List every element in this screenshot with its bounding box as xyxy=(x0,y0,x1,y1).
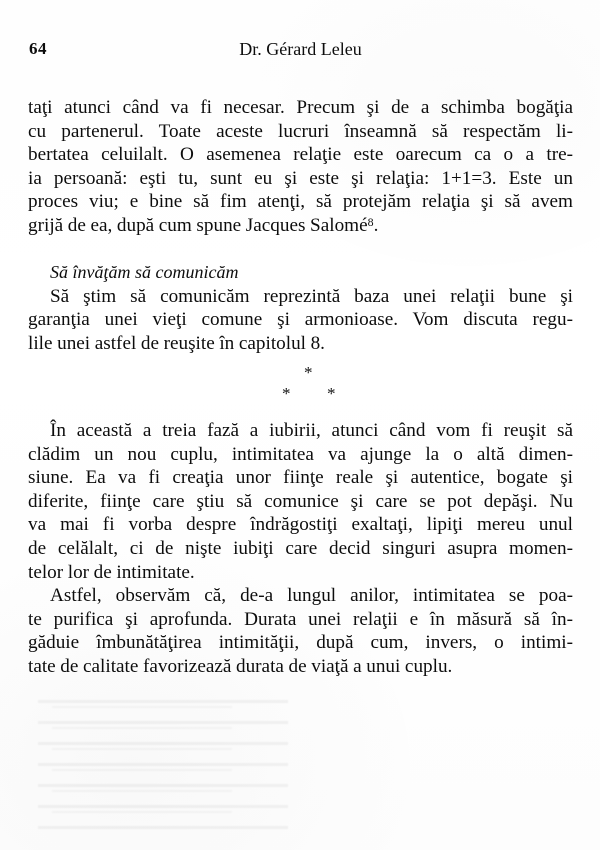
text-line xyxy=(28,285,573,309)
text-line: lile unei astfel de reuşite în capitolul 8. xyxy=(28,332,325,354)
text-line: clădim un nou cuplu, intimitatea va ajunge la o altă dimen- xyxy=(28,443,573,465)
body-text xyxy=(28,96,573,356)
text-line: ia persoană: eşti tu, sunt eu şi este şi relaţia: 1+1=3. Este un xyxy=(28,167,573,189)
text-line: garanţia unei vieţi comune şi armonioase. Vom discuta regu- xyxy=(28,309,573,331)
text-line: te purifica şi aprofunda. Durata unei relaţii e în măsură să în- xyxy=(28,608,573,630)
text-line: telor lor de intimitate. xyxy=(28,561,195,583)
text-line: diferite, fiinţe care ştiu să comunice şi care se pot depăşi. Nu xyxy=(28,490,573,512)
text-line: de celălalt, ci de nişte iubiţi care decid singuri asupra momen- xyxy=(28,537,573,559)
text-line: bertatea celuilalt. O asemenea relaţie este oarecum ca o a tre- xyxy=(28,144,573,166)
paragraph-continued xyxy=(28,96,573,238)
page-content-block xyxy=(28,0,573,850)
text-line-with-footnote xyxy=(28,214,573,238)
asterisk-icon: * xyxy=(282,384,291,403)
paragraph-intimacy-duration xyxy=(28,584,573,678)
text-line: siune. Ea va fi creaţia unor fiinţe reale şi autentice, bogate şi xyxy=(28,467,573,489)
paragraph-communication xyxy=(28,285,573,356)
section-subheading xyxy=(28,261,573,285)
asterisk-separator-ornament xyxy=(28,352,573,410)
text-line: cu partenerul. Toate aceste lucruri înseamnă să respectăm li- xyxy=(28,120,573,142)
footnote-reference-marker: 8 xyxy=(367,214,374,229)
text-line: taţi atunci când va fi necesar. Precum şi de a schimba bogăţia xyxy=(28,97,573,118)
text-line-segment: În această a treia fază a iubirii, atunci când vom fi reuşit să xyxy=(50,420,573,441)
page-number: 64 xyxy=(29,39,47,58)
text-line-segment: grijă de ea, după cum spune Jacques Salomé xyxy=(28,214,368,236)
text-line: proces viu; e bine să fim atenţi, să protejăm relaţia şi să avem xyxy=(28,191,573,213)
asterisk-icon: * xyxy=(304,363,313,382)
paragraph-spacer xyxy=(28,238,573,262)
text-line-segment: Să ştim să comunicăm reprezintă baza unei relaţii bune şi xyxy=(50,285,573,307)
paragraph-third-phase xyxy=(28,419,573,584)
text-line: găduie îmbunătăţirea intimităţii, după cum, invers, o intimi- xyxy=(28,632,573,654)
body-text-lower xyxy=(28,419,573,679)
running-head xyxy=(28,0,573,62)
text-line-segment: Astfel, observăm că, de-a lungul anilor, intimitatea se poa- xyxy=(50,585,573,607)
subheading-text: Să învăţăm să comunicăm xyxy=(50,262,239,283)
text-line: va mai fi vorba despre îndrăgostiţi exaltaţi, lipiţi mereu unul xyxy=(28,514,573,536)
text-line xyxy=(28,584,573,608)
asterisk-icon: * xyxy=(327,384,336,403)
running-head-title: Dr. Gérard Leleu xyxy=(239,39,362,59)
text-line: tate de calitate favorizează durata de viaţă a unui cuplu. xyxy=(28,655,453,677)
text-line xyxy=(28,419,573,443)
text-line-terminator: . xyxy=(373,214,379,236)
